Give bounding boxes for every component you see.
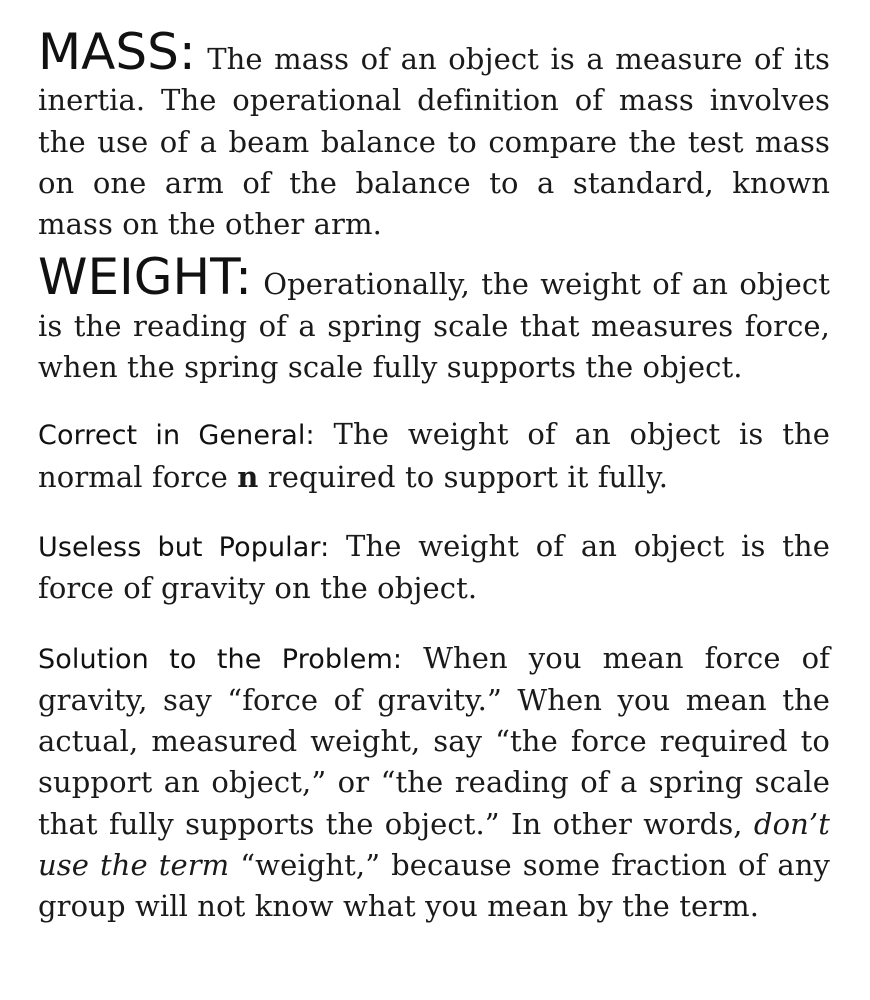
weight-heading: WEIGHT: — [38, 248, 253, 307]
useless-lead: Useless but Popular: — [38, 531, 330, 563]
document-page — [38, 22, 830, 928]
solution-paragraph — [38, 638, 830, 928]
solution-text-before: When you mean force of gravity, say “force of gravity.” When you mean the actual, measured weight, say “the force required to support an object,” or “the reading of a spring scale that fully supports the object.” In other words, — [38, 640, 830, 841]
correct-text-before: The weight of an object is the normal force — [38, 417, 830, 494]
correct-paragraph — [38, 414, 830, 498]
correct-text-after: required to support it fully. — [258, 459, 669, 494]
solution-lead: Solution to the Problem: — [38, 643, 403, 675]
mass-paragraph — [38, 22, 830, 245]
solution-italic: don’t use the term — [38, 806, 830, 883]
normal-force-symbol: n — [237, 459, 259, 494]
correct-lead: Correct in General: — [38, 420, 315, 452]
weight-paragraph — [38, 248, 830, 388]
solution-text-after: “weight,” because some fraction of any group will not know what you mean by the term. — [38, 848, 831, 924]
useless-text: The weight of an object is the force of gravity on the object. — [38, 528, 830, 606]
useless-paragraph — [38, 526, 830, 610]
mass-heading: MASS: — [38, 23, 196, 81]
mass-definition: The mass of an object is a measure of its inertia. The operational definition of mass involves the use of a beam balance to compare the test mass on one arm of the balance to a standard, known mass on the other arm. — [38, 42, 830, 242]
weight-definition: Operationally, the weight of an object is the reading of a spring scale that measures force, when the spring scale fully supports the object. — [38, 267, 830, 385]
